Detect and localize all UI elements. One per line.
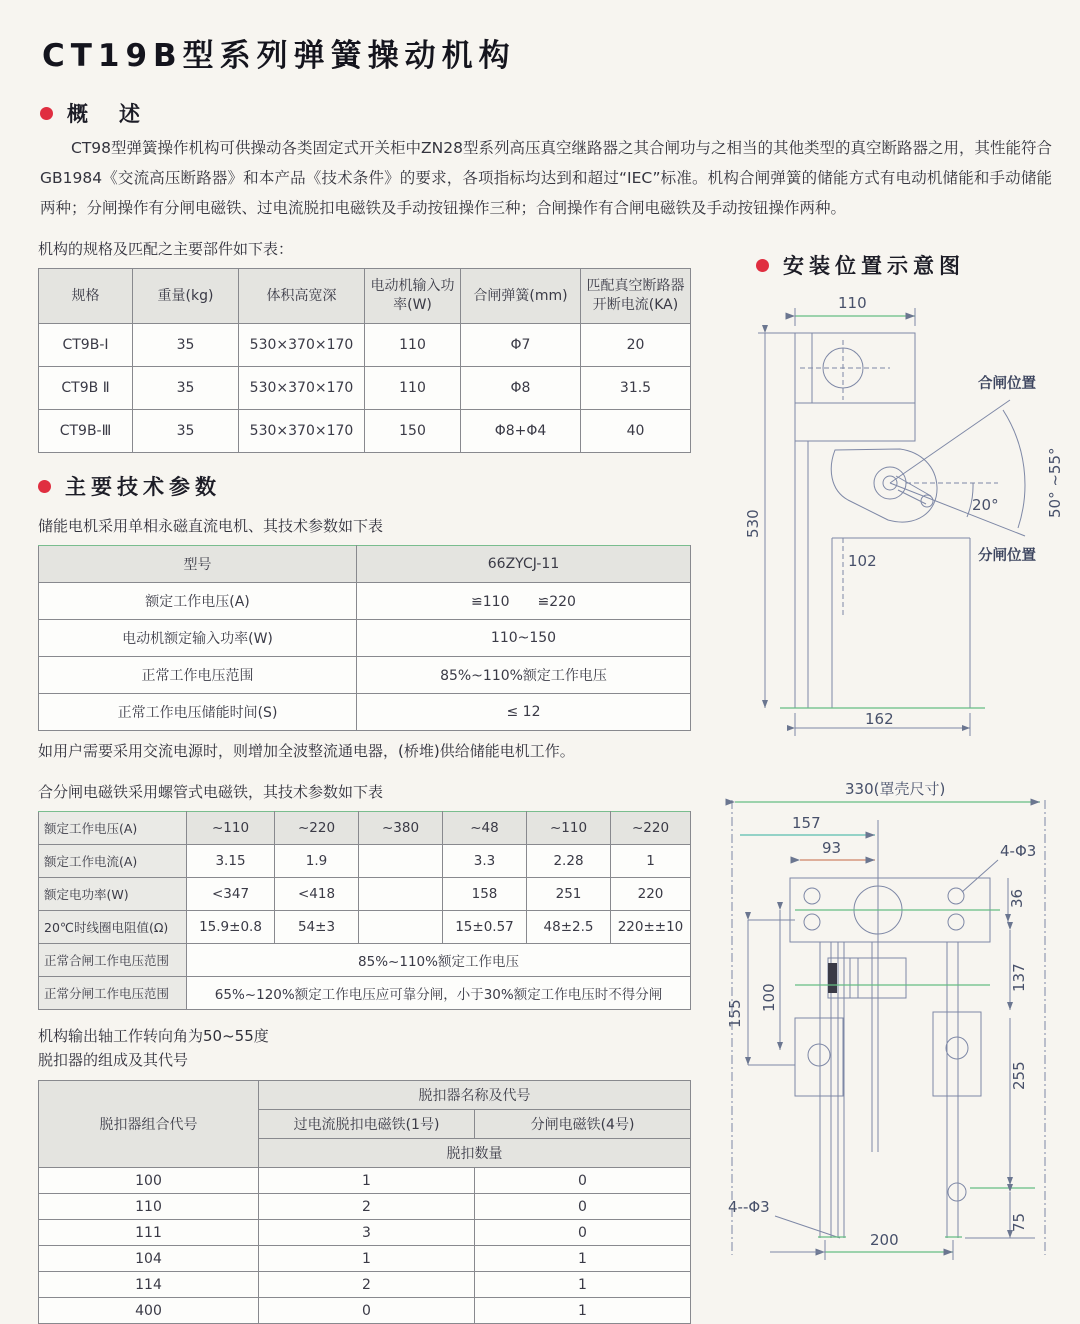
col-header: 合闸弹簧(mm) — [461, 269, 581, 324]
trip-table-caption: 脱扣器的组成及其代号 — [38, 1051, 189, 1069]
cell: 66ZYCJ-11 — [357, 546, 691, 583]
tech-section-heading — [38, 471, 690, 501]
spec-table — [38, 268, 691, 453]
row-label: 正常分闸工作电压范围 — [39, 977, 187, 1010]
cell: 1 — [475, 1272, 691, 1298]
overview-section-heading — [40, 98, 145, 128]
install-section-heading — [756, 250, 965, 280]
cell: 15.9±0.8 — [187, 911, 275, 944]
table-row — [39, 694, 691, 731]
col-header: 电动机输入功率(W) — [365, 269, 461, 324]
cell: 1 — [259, 1168, 475, 1194]
cell: 1 — [475, 1298, 691, 1324]
cell: 40 — [581, 410, 691, 453]
cell: 54±3 — [275, 911, 359, 944]
cell: 85%~110%额定工作电压 — [357, 657, 691, 694]
cell: 158 — [443, 878, 527, 911]
table-row — [39, 911, 691, 944]
shaft-angle-note: 机构输出轴工作转向角为50~55度 — [38, 1027, 269, 1045]
dim-110: 110 — [838, 294, 867, 312]
cell: Φ8 — [461, 367, 581, 410]
cell: 35 — [133, 367, 239, 410]
cell: ≤ 12 — [357, 694, 691, 731]
table-row — [39, 410, 691, 453]
col-header: 分闸电磁铁(4号) — [475, 1110, 691, 1139]
col-header: 匹配真空断路器开断电流(KA) — [581, 269, 691, 324]
cell: 35 — [133, 324, 239, 367]
cell: CT9B Ⅱ — [39, 367, 133, 410]
cell: <418 — [275, 878, 359, 911]
cell: ~220 — [611, 812, 691, 845]
angle-20: 20° — [972, 496, 999, 514]
cell: 104 — [39, 1246, 259, 1272]
row-label: 额定工作电压(A) — [39, 812, 187, 845]
row-label: 20℃时线圈电阻值(Ω) — [39, 911, 187, 944]
cell: 3.3 — [443, 845, 527, 878]
overview-paragraph: CT98型弹簧操作机构可供操动各类固定式开关柜中ZN28型系列高压真空继路器之其合闸功与之相当的其他类型的真空断路器之用，其性能符合GB1984《交流高压断路器》和本产品《技术条件》的要求，各项指标均达到和超过“IEC”标准。机构合闸弹簧的储能方式有电动机储能和手动储能两种；分闸操作有分闸电磁铁、过电流脱扣电磁铁及手动按钮操作三种；合闸操作有合闸电磁铁及手动按钮操作两种。 — [40, 139, 1052, 218]
close-position-label: 合闸位置 — [978, 376, 1036, 392]
row-label: 额定工作电流(A) — [39, 845, 187, 878]
cell: ≌110 ≌220 — [357, 583, 691, 620]
table-row — [39, 1081, 691, 1110]
red-bullet-icon — [756, 259, 769, 272]
cell — [359, 845, 443, 878]
table-row — [39, 977, 691, 1010]
cell: 110 — [365, 367, 461, 410]
table-row — [39, 944, 691, 977]
cell: 110~150 — [357, 620, 691, 657]
overview-heading-label: 概 述 — [67, 102, 145, 126]
table-row — [39, 812, 691, 845]
dim-255: 255 — [1010, 1061, 1028, 1090]
dim-36: 36 — [1008, 888, 1026, 908]
mounting-side-view-drawing — [740, 288, 1080, 748]
dim-93: 93 — [822, 839, 842, 857]
dim-330: 330(罩壳尺寸) — [845, 780, 946, 798]
cell: 530×370×170 — [239, 367, 365, 410]
cell: 额定工作电压(A) — [39, 583, 357, 620]
cell: 1 — [475, 1246, 691, 1272]
table-row — [39, 1168, 691, 1194]
cell: 251 — [527, 878, 611, 911]
dim-162: 162 — [865, 710, 894, 728]
dim-157: 157 — [792, 814, 821, 832]
coil-table-caption: 合分闸电磁铁采用螺管式电磁铁，其技术参数如下表 — [38, 783, 384, 801]
col-header: 体积高宽深 — [239, 269, 365, 324]
cell: ~380 — [359, 812, 443, 845]
spec-table-header-row — [39, 269, 691, 324]
coil-table — [38, 811, 691, 1010]
cell: <347 — [187, 878, 275, 911]
cell: 31.5 — [581, 367, 691, 410]
col-header: 重量(kg) — [133, 269, 239, 324]
row-label: 额定电功率(W) — [39, 878, 187, 911]
cell: 0 — [475, 1220, 691, 1246]
cell: 530×370×170 — [239, 324, 365, 367]
table-row — [39, 1246, 691, 1272]
cell: 220 — [611, 878, 691, 911]
cell: 110 — [365, 324, 461, 367]
cell: 0 — [475, 1194, 691, 1220]
table-row — [39, 583, 691, 620]
cell: Φ7 — [461, 324, 581, 367]
motor-table — [38, 545, 691, 731]
mounting-front-view-drawing — [700, 760, 1080, 1285]
cell: ~110 — [187, 812, 275, 845]
col-header: 脱扣数量 — [259, 1139, 691, 1168]
table-row — [39, 878, 691, 911]
cell: 530×370×170 — [239, 410, 365, 453]
cell: 正常工作电压范围 — [39, 657, 357, 694]
table-row — [39, 367, 691, 410]
red-bullet-icon — [38, 480, 51, 493]
col-header: 规格 — [39, 269, 133, 324]
cell: ~48 — [443, 812, 527, 845]
cell: 35 — [133, 410, 239, 453]
cell: 65%~120%额定工作电压应可靠分闸，小于30%额定工作电压时不得分闸 — [187, 977, 691, 1010]
cell: 15±0.57 — [443, 911, 527, 944]
cell — [359, 911, 443, 944]
cell: 1.9 — [275, 845, 359, 878]
motor-table-caption: 储能电机采用单相永磁直流电机、其技术参数如下表 — [38, 517, 384, 535]
cell: 48±2.5 — [527, 911, 611, 944]
cell: 220±±10 — [611, 911, 691, 944]
cell: 正常工作电压储能时间(S) — [39, 694, 357, 731]
cell: ~220 — [275, 812, 359, 845]
cell: 0 — [475, 1168, 691, 1194]
cell — [359, 878, 443, 911]
cell: 150 — [365, 410, 461, 453]
dim-530: 530 — [744, 509, 762, 538]
dim-102: 102 — [848, 552, 877, 570]
cell: 2 — [259, 1194, 475, 1220]
cell: 85%~110%额定工作电压 — [187, 944, 691, 977]
cell: 1 — [611, 845, 691, 878]
dim-100: 100 — [760, 983, 778, 1012]
cell: 3.15 — [187, 845, 275, 878]
hole-callout-top: 4-Φ3 — [1000, 842, 1037, 860]
cell: 2 — [259, 1272, 475, 1298]
cell: ~110 — [527, 812, 611, 845]
tech-heading-label: 主要技术参数 — [65, 475, 221, 499]
cell: 2.28 — [527, 845, 611, 878]
cell: 400 — [39, 1298, 259, 1324]
install-heading-label: 安装位置示意图 — [783, 254, 965, 278]
cell: CT9B-Ⅰ — [39, 324, 133, 367]
table-row — [39, 1272, 691, 1298]
table-row — [39, 546, 691, 583]
dim-155: 155 — [726, 999, 744, 1028]
cell: CT9B-Ⅲ — [39, 410, 133, 453]
dim-137: 137 — [1010, 963, 1028, 992]
trip-table — [38, 1080, 691, 1324]
page-title: CT19B型系列弹簧操动机构 — [42, 38, 516, 74]
hole-callout-bottom: 4--Φ3 — [728, 1198, 770, 1216]
cell: 电动机额定输入功率(W) — [39, 620, 357, 657]
cell: Φ8+Φ4 — [461, 410, 581, 453]
table-row — [39, 845, 691, 878]
cell: 100 — [39, 1168, 259, 1194]
col-header: 脱扣器组合代号 — [39, 1081, 259, 1168]
cell: 型号 — [39, 546, 357, 583]
cell: 20 — [581, 324, 691, 367]
dim-200: 200 — [870, 1231, 899, 1249]
left-column — [38, 238, 690, 1324]
red-bullet-icon — [40, 107, 53, 120]
cell: 110 — [39, 1194, 259, 1220]
dim-75: 75 — [1010, 1212, 1028, 1232]
spec-table-caption: 机构的规格及匹配之主要部件如下表： — [38, 240, 294, 258]
cell: 114 — [39, 1272, 259, 1298]
row-label: 正常合闸工作电压范围 — [39, 944, 187, 977]
table-row — [39, 1220, 691, 1246]
col-header: 脱扣器名称及代号 — [259, 1081, 691, 1110]
open-position-label: 分闸位置 — [978, 548, 1036, 564]
col-header: 过电流脱扣电磁铁(1号) — [259, 1110, 475, 1139]
table-row — [39, 324, 691, 367]
table-row — [39, 657, 691, 694]
cell: 3 — [259, 1220, 475, 1246]
cell: 1 — [259, 1246, 475, 1272]
angle-range: 50° ~55° — [1046, 447, 1064, 518]
table-row — [39, 1298, 691, 1324]
table-row — [39, 620, 691, 657]
motor-note: 如用户需要采用交流电源时，则增加全波整流通电器，(桥堆)供给储能电机工作。 — [38, 742, 575, 760]
cell: 0 — [259, 1298, 475, 1324]
table-row — [39, 1194, 691, 1220]
cell: 111 — [39, 1220, 259, 1246]
